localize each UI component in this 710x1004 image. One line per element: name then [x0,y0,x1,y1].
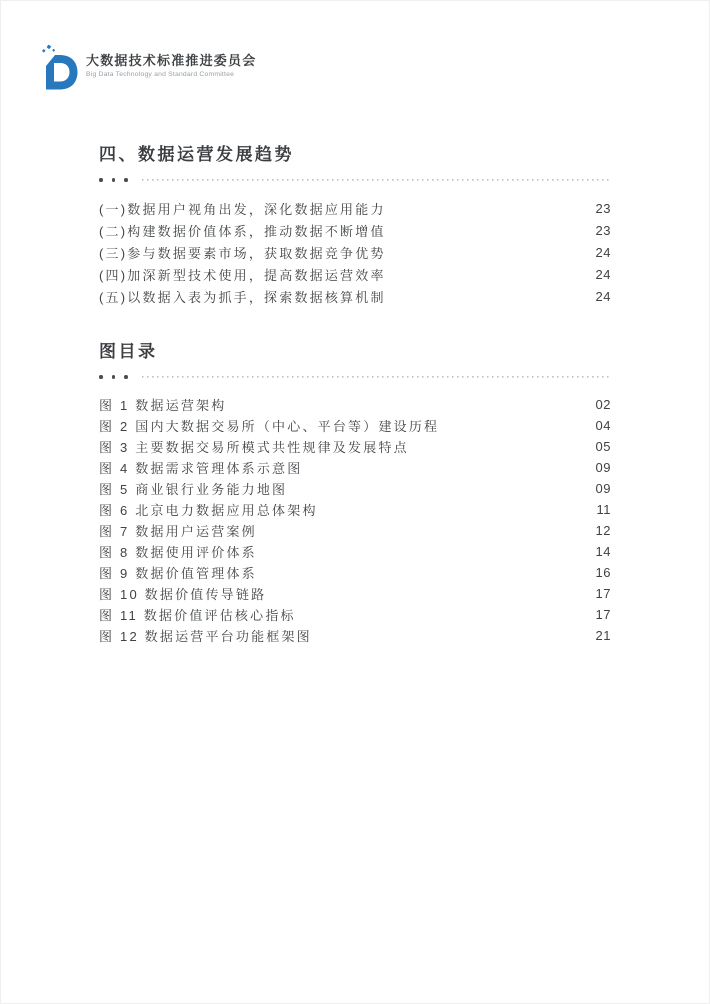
logo-title: 大数据技术标准推进委员会 [86,53,257,68]
figure-entry-label: 图 6 北京电力数据应用总体架构 [99,503,318,518]
figure-entry-label: 图 5 商业银行业务能力地图 [99,482,288,497]
figure-entry-label: 图 3 主要数据交易所模式共性规律及发展特点 [99,440,409,455]
figure-entry[interactable] [99,562,611,583]
figure-entry-page: 04 [595,418,611,433]
toc-entry-page: 24 [595,244,611,260]
figure-entry[interactable] [99,415,611,436]
toc-entry-label: (三)参与数据要素市场，获取数据竞争优势 [99,245,386,261]
figure-entry-page: 14 [595,544,611,559]
section-title: 四、数据运营发展趋势 [99,145,294,164]
figure-entry-page: 11 [596,502,611,517]
figure-entry-label: 图 8 数据使用评价体系 [99,545,257,560]
toc-section [99,144,611,307]
toc-entry[interactable] [99,241,611,263]
toc-entry-label: (一)数据用户视角出发，深化数据应用能力 [99,201,386,217]
dotted-rule [142,179,612,181]
figure-entry-page: 09 [595,460,611,475]
figure-entry[interactable] [99,436,611,457]
toc-entry-label: (二)构建数据价值体系，推动数据不断增值 [99,223,386,239]
figure-entry-label: 图 11 数据价值评估核心指标 [99,608,296,623]
figure-entry-page: 12 [595,523,611,538]
figure-entry[interactable] [99,541,611,562]
figure-entry[interactable] [99,499,611,520]
figure-entry[interactable] [99,583,611,604]
toc-entry-page: 23 [595,222,611,238]
logo-d-icon [41,43,79,91]
toc-list [99,197,611,307]
toc-entry[interactable] [99,197,611,219]
toc-entry-label: (五)以数据入表为抓手，探索数据核算机制 [99,289,386,305]
figure-entry-page: 17 [595,607,611,622]
triple-dots-icon [99,178,128,182]
figure-entry-page: 05 [595,439,611,454]
toc-entry-page: 24 [595,266,611,282]
dotted-rule [142,376,612,378]
figure-entry[interactable] [99,478,611,499]
toc-entry[interactable] [99,219,611,241]
figure-entry-page: 16 [595,565,611,580]
figure-entry-label: 图 10 数据价值传导链路 [99,587,267,602]
figure-entry-page: 17 [595,586,611,601]
logo-text [86,43,256,78]
toc-entry-page: 24 [595,288,611,304]
content [99,144,611,646]
toc-entry-label: (四)加深新型技术使用，提高数据运营效率 [99,267,386,283]
toc-entry[interactable] [99,285,611,307]
figure-entry[interactable] [99,604,611,625]
figure-entry-label: 图 9 数据价值管理体系 [99,566,257,581]
sparkle-icon [42,45,55,53]
section-divider [99,177,611,183]
figure-entry-label: 图 7 数据用户运营案例 [99,524,257,539]
figure-list [99,394,611,646]
figure-entry-label: 图 2 国内大数据交易所（中心、平台等）建设历程 [99,419,440,434]
toc-entry-page: 23 [595,200,611,216]
figure-entry[interactable] [99,457,611,478]
figure-entry[interactable] [99,625,611,646]
triple-dots-icon [99,375,128,379]
figures-divider [99,374,611,380]
figure-entry-page: 09 [595,481,611,496]
figures-section [99,341,611,646]
figure-entry-page: 02 [595,397,611,412]
figure-entry-page: 21 [595,628,611,643]
logo [41,43,256,91]
figure-entry-label: 图 4 数据需求管理体系示意图 [99,461,303,476]
logo-subtitle: Big Data Technology and Standard Committee [86,71,235,78]
figures-title: 图目录 [99,342,158,361]
figure-entry[interactable] [99,394,611,415]
figure-entry[interactable] [99,520,611,541]
figure-entry-label: 图 12 数据运营平台功能框架图 [99,629,312,644]
figure-entry-label: 图 1 数据运营架构 [99,398,227,413]
toc-entry[interactable] [99,263,611,285]
